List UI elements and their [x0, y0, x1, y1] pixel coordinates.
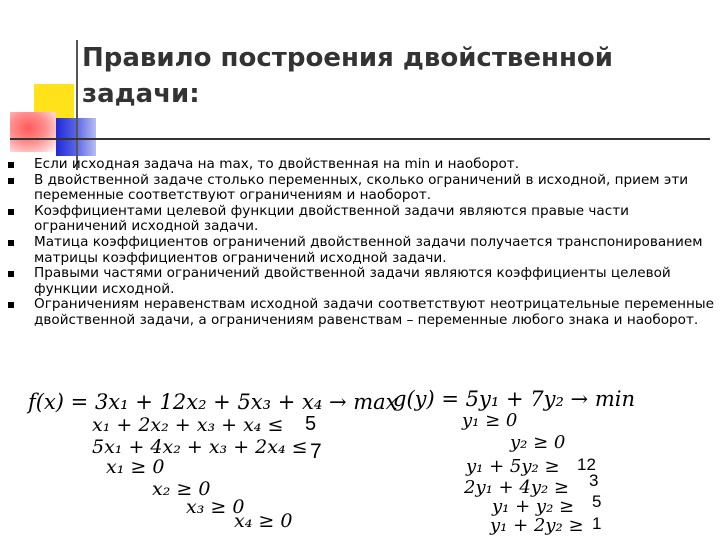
dual-nonneg-y2: y₂ ≥ 0	[510, 432, 566, 453]
square-bullet-icon	[8, 209, 14, 215]
dual-constraint-3-rhs: 5	[592, 492, 602, 511]
dual-constraint-4: y₁ + 2y₂ ≥	[490, 515, 584, 536]
rule-item-5: Правыми частями ограничений двойственной задачи являются коэффициенты целевой функции исходной.	[8, 266, 714, 297]
dual-constraint-3: y₁ + y₂ ≥	[492, 496, 575, 517]
square-bullet-icon	[8, 302, 14, 308]
primal-nonneg-x2: x₂ ≥ 0	[152, 478, 211, 500]
dual-objective: g(y) = 5y₁ + 7y₂ → min	[393, 387, 635, 411]
rule-item-2: В двойственной задаче столько переменных, сколько ограничений в исходной, прием эти переменные соответствуют ограничениям и наоборот.	[8, 173, 714, 204]
decor-vertical-line	[76, 40, 78, 170]
square-bullet-icon	[8, 271, 14, 277]
rule-list	[8, 157, 714, 329]
primal-nonneg-x1: x₁ ≥ 0	[106, 456, 165, 478]
rule-item-1: Если исходная задача на max, то двойственная на min и наоборот.	[8, 157, 714, 173]
dual-constraint-2-rhs: 3	[589, 471, 599, 490]
square-bullet-icon	[8, 240, 14, 246]
square-bullet-icon	[8, 162, 14, 168]
dual-constraint-2: 2y₁ + 4y₂ ≥	[464, 477, 570, 498]
dual-nonneg-y1: y₁ ≥ 0	[462, 410, 518, 431]
primal-constraint-1: x₁ + 2x₂ + x₃ + x₄ ≤	[92, 414, 284, 436]
dual-constraint-4-rhs: 1	[592, 514, 602, 533]
rule-item-4: Матица коэффициентов ограничений двойственной задачи получается транспонированием матрицы коэффициентов ограничений исходной задачи.	[8, 235, 714, 266]
dual-constraint-1: y₁ + 5y₂ ≥	[466, 456, 560, 477]
primal-nonneg-x4: x₄ ≥ 0	[234, 510, 293, 532]
primal-constraint-1-rhs: 5	[305, 413, 317, 435]
rule-item-3: Коэффициентами целевой функции двойственной задачи являются правые части ограничений исходной задачи.	[8, 204, 714, 235]
primal-constraint-2: 5x₁ + 4x₂ + x₃ + 2x₄ ≤	[92, 436, 308, 458]
decor-horizontal-line	[10, 138, 710, 140]
decor-red-square	[10, 112, 56, 152]
title-line-2: задачи:	[82, 79, 200, 109]
primal-nonneg-x3: x₃ ≥ 0	[186, 496, 245, 518]
slide-title	[82, 40, 613, 112]
primal-constraint-2-rhs: 7	[310, 440, 322, 463]
square-bullet-icon	[8, 178, 14, 184]
dual-constraint-1-rhs: 12	[577, 455, 596, 474]
title-line-1: Правило построения двойственной	[82, 43, 613, 73]
rule-item-6: Ограничениям неравенствам исходной задачи соответствуют неотрицательные переменные двойственной задачи, а ограничениям равенствам – переменные любого знака и наоборот.	[8, 297, 714, 328]
primal-objective: f(x) = 3x₁ + 12x₂ + 5x₃ + x₄ → max	[28, 390, 398, 414]
